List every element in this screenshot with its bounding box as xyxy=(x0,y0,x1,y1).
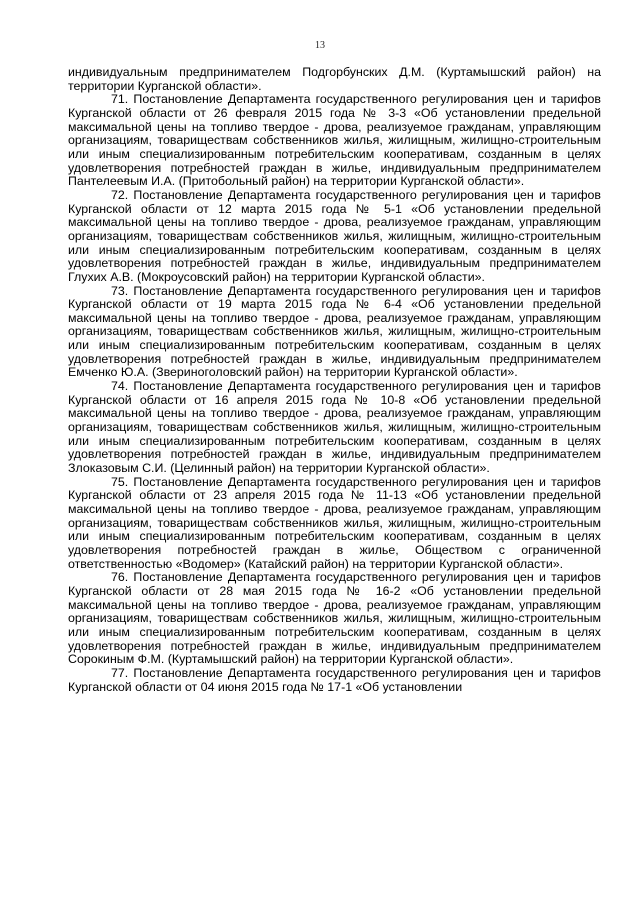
paragraph-item-75: 75. Постановление Департамента государственного регулирования цен и тарифов Курганской области от 23 апреля 2015 года № 11-13 «Об установлении предельной максимальной цены на топливо твердое - дрова, реализуемое гражданам, управляющим организациям, товариществам собственников жилья, жилищным, жилищно-строительным или иным специализированным потребительским кооперативам, созданным в целях удовлетворения потребностей граждан в жилье, Обществом с ограниченной ответственностью «Водомер» (Катайский район) на территории Курганской области». xyxy=(68,474,601,571)
paragraph-item-73: 73. Постановление Департамента государственного регулирования цен и тарифов Курганской области от 19 марта 2015 года № 6-4 «Об установлении предельной максимальной цены на топливо твердое - дрова, реализуемое гражданам, управляющим организациям, товариществам собственников жилья, жилищным, жилищно-строительным или иным специализированным потребительским кооперативам, созданным в целях удовлетворения потребностей граждан в жилье, индивидуальным предпринимателем Емченко Ю.А. (Звериноголовский район) на территории Курганской области». xyxy=(68,283,601,380)
document-body xyxy=(68,66,601,694)
paragraph-item-77: 77. Постановление Департамента государственного регулирования цен и тарифов Курганской области от 04 июня 2015 года № 17-1 «Об установлении xyxy=(68,665,601,694)
paragraph-item-71: 71. Постановление Департамента государственного регулирования цен и тарифов Курганской области от 26 февраля 2015 года № 3-3 «Об установлении предельной максимальной цены на топливо твердое - дрова, реализуемое гражданам, управляющим организациям, товариществам собственников жилья, жилищным, жилищно-строительным или иным специализированным потребительским кооперативам, созданным в целях удовлетворения потребностей граждан в жилье, индивидуальным предпринимателем Пантелеевым И.А. (Притобольный район) на территории Курганской области». xyxy=(68,92,601,189)
paragraph-item-72: 72. Постановление Департамента государственного регулирования цен и тарифов Курганской области от 12 марта 2015 года № 5-1 «Об установлении предельной максимальной цены на топливо твердое - дрова, реализуемое гражданам, управляющим организациям, товариществам собственников жилья, жилищным, жилищно-строительным или иным специализированным потребительским кооперативам, созданным в целях удовлетворения потребностей граждан в жилье, индивидуальным предпринимателем Глухих А.В. (Мокроусовский район) на территории Курганской области». xyxy=(68,187,601,284)
paragraph-item-74: 74. Постановление Департамента государственного регулирования цен и тарифов Курганской области от 16 апреля 2015 года № 10-8 «Об установлении предельной максимальной цены на топливо твердое - дрова, реализуемое гражданам, управляющим организациям, товариществам собственников жилья, жилищным, жилищно-строительным или иным специализированным потребительским кооперативам, созданным в целях удовлетворения потребностей граждан в жилье, индивидуальным предпринимателем Злоказовым С.И. (Целинный район) на территории Курганской области». xyxy=(68,379,601,476)
paragraph-item-76: 76. Постановление Департамента государственного регулирования цен и тарифов Курганской области от 28 мая 2015 года № 16-2 «Об установлении предельной максимальной цены на топливо твердое - дрова, реализуемое гражданам, управляющим организациям, товариществам собственников жилья, жилищным, жилищно-строительным или иным специализированным потребительским кооперативам, созданным в целях удовлетворения потребностей граждан в жилье, индивидуальным предпринимателем Сорокиным Ф.М. (Куртамышский район) на территории Курганской области». xyxy=(68,570,601,667)
paragraph-continuation: индивидуальным предпринимателем Подгорбунских Д.М. (Куртамышский район) на территории Курганской области». xyxy=(68,65,601,93)
page-number: 13 xyxy=(315,40,325,51)
